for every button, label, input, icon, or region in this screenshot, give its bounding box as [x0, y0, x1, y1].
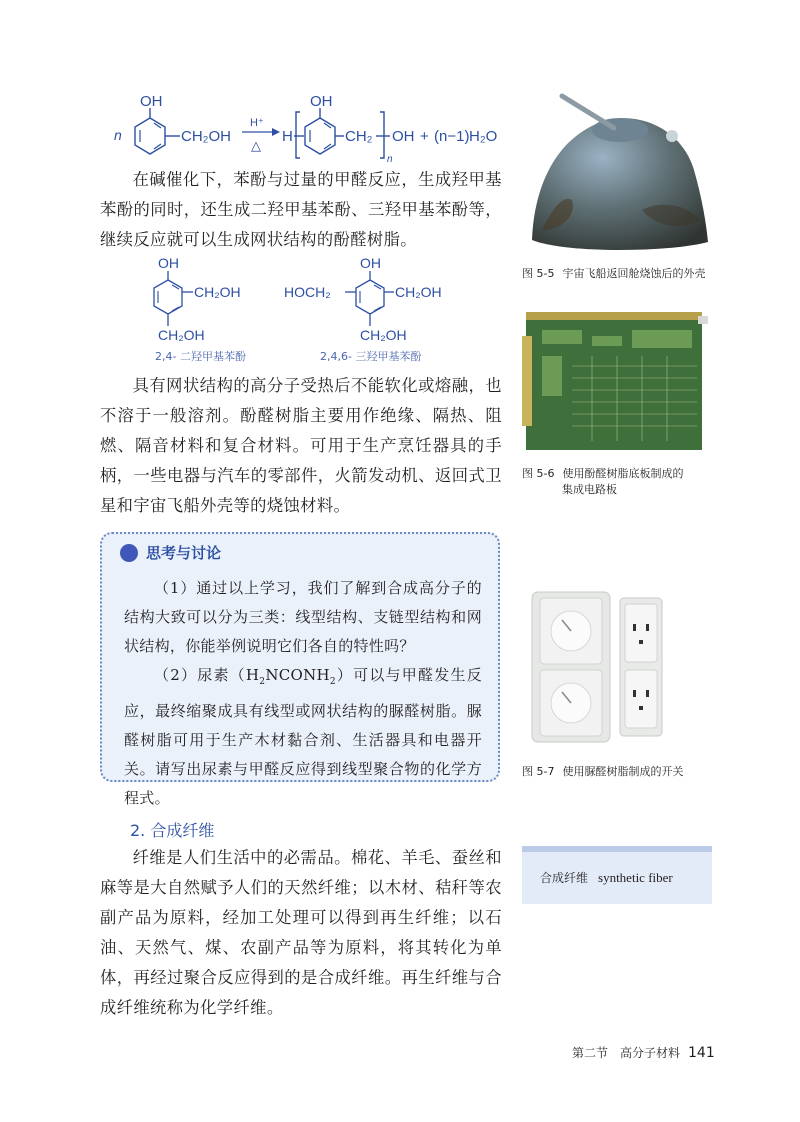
eq-water: H₂O	[469, 128, 498, 145]
eq-oh-end: OH	[392, 128, 415, 145]
discussion-question-2: （2）尿素$(H_2NCONH_2)$可以与甲醛发生反应，最终缩聚成具有线型或网状结构的脲醛树脂。脲醛树脂可用于生产木材黏合剂、生活器具和电器开关。请写出尿素与甲醛反应得到线型聚合物的化学方程式。	[124, 666, 482, 807]
footer-section: 第二节 高分子材料	[572, 1046, 681, 1060]
figure-number: 图 5-7	[522, 765, 555, 778]
eq-arrow-catalyst: H⁺	[250, 117, 264, 129]
figure-caption-text: 使用脲醛树脂制成的开关	[562, 765, 684, 778]
eq-plus: +	[420, 128, 429, 145]
eq-ch2: CH₂	[345, 128, 373, 145]
paragraph-phenol-formaldehyde	[100, 165, 502, 255]
figure-caption-text: 宇宙飞船返回舱烧蚀后的外壳	[562, 267, 706, 280]
page-number: 141	[688, 1045, 715, 1061]
figure-5-6-caption	[522, 466, 683, 498]
term-text	[540, 869, 673, 886]
paragraph-text: 具有网状结构的高分子受热后不能软化或熔融，也不溶于一般溶剂。酚醛树脂主要用作绝缘、隔热、阻燃、隔音材料和复合材料。可用于生产烹饪器具的手柄，一些电器与汽车的零部件，火箭发动机、返回式卫星和宇宙飞船外壳等的烧蚀材料。	[100, 376, 502, 515]
paragraph-network-structure	[100, 371, 502, 521]
eq-coefficient: (n−1)	[434, 128, 470, 145]
eq-oh-right: OH	[310, 93, 333, 110]
figure-5-7-caption	[522, 764, 683, 780]
eq-oh-left: OH	[140, 93, 163, 110]
paragraph-fibers	[100, 843, 502, 1023]
compound-trimethylol-phenol	[284, 256, 454, 348]
eq-arrow-heat: △	[251, 138, 261, 153]
page-footer	[572, 1044, 715, 1061]
compound1-ch2oh-bottom: CH₂OH	[158, 327, 205, 343]
term-chinese: 合成纤维	[540, 871, 589, 885]
figure-switch-image	[522, 588, 712, 748]
section-heading: 2. 合成纤维	[130, 821, 215, 840]
compound2-hoch2: HOCH₂	[284, 284, 331, 300]
discussion-body	[124, 574, 482, 813]
figure-caption-text-line2: 集成电路板	[562, 483, 617, 496]
figure-5-5-caption	[522, 266, 705, 282]
eq-subscript-n: n	[387, 154, 393, 165]
discussion-icon	[120, 544, 138, 562]
eq-ch2oh: CH₂OH	[181, 128, 231, 145]
term-glossary-box	[522, 846, 712, 904]
discussion-title: 思考与讨论	[146, 544, 222, 562]
compound1-oh: OH	[158, 256, 179, 271]
compound1-label: 2,4- 二羟甲基苯酚	[155, 350, 246, 363]
term-english: synthetic fiber	[598, 870, 673, 885]
compound2-oh: OH	[360, 256, 381, 271]
compound-dimethylol-phenol	[140, 256, 270, 348]
paragraph-text: 纤维是人们生活中的必需品。棉花、羊毛、蚕丝和麻等是大自然赋予人们的天然纤维；以木材、秸秆等农副产品为原料，经加工处理可以得到再生纤维；以石油、天然气、煤、农副产品等为原料，将其转化为单体，再经过聚合反应得到的是合成纤维。再生纤维与合成纤维统称为化学纤维。	[100, 848, 502, 1017]
figure-circuit-board-image	[522, 306, 710, 456]
compound2-label: 2,4,6- 三羟甲基苯酚	[320, 350, 422, 363]
figure-number: 图 5-6	[522, 467, 555, 480]
figure-capsule-image	[522, 90, 710, 258]
discussion-question-1: （1）通过以上学习，我们了解到合成高分子的结构大致可以分为三类：线型结构、支链型结构和网状结构，你能举例说明它们各自的特性吗？	[124, 579, 482, 655]
compound1-ch2oh-side: CH₂OH	[194, 284, 241, 300]
figure-caption-text: 使用酚醛树脂底板制成的	[562, 467, 684, 480]
paragraph-text: 在碱催化下，苯酚与过量的甲醛反应，生成羟甲基苯酚的同时，还生成二羟甲基苯酚、三羟甲基苯酚等，继续反应就可以生成网状结构的酚醛树脂。	[100, 170, 502, 249]
compound2-ch2oh-bottom: CH₂OH	[360, 327, 407, 343]
figure-number: 图 5-5	[522, 267, 555, 280]
compound2-ch2oh-side: CH₂OH	[395, 284, 442, 300]
discussion-box	[100, 532, 500, 807]
polymerization-equation	[110, 92, 510, 170]
eq-h-start: H	[282, 128, 293, 145]
eq-n-coefficient: n	[114, 127, 122, 143]
